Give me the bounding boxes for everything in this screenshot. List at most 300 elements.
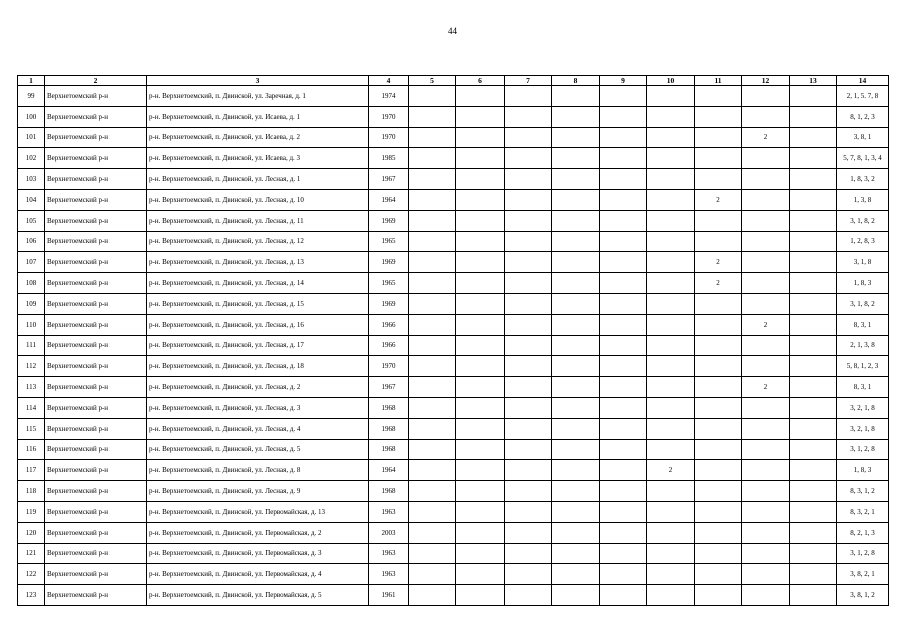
col-6-cell <box>456 189 505 210</box>
table-row <box>18 169 889 190</box>
col-12-cell <box>742 501 790 522</box>
col-5-cell <box>409 543 456 564</box>
col-7-cell <box>505 252 552 273</box>
col-12-cell <box>742 585 790 606</box>
row-number-cell: 109 <box>18 293 45 314</box>
col-11-cell <box>695 585 742 606</box>
col-6-cell <box>456 314 505 335</box>
table-row <box>18 460 889 481</box>
col-13-cell <box>790 356 837 377</box>
code-cell: 1, 8, 3 <box>837 273 889 294</box>
year-cell: 2003 <box>369 522 409 543</box>
address-cell: р-н. Верхнетоемский, п. Двинской, ул. Лесная, д. 2 <box>147 377 369 398</box>
year-cell: 1985 <box>369 148 409 169</box>
column-header-14: 14 <box>837 76 889 86</box>
district-cell: Верхнетоемский р-н <box>45 189 147 210</box>
row-number-cell: 99 <box>18 86 45 107</box>
col-8-cell <box>552 148 600 169</box>
row-number-cell: 116 <box>18 439 45 460</box>
row-number-cell: 103 <box>18 169 45 190</box>
col-12-cell <box>742 543 790 564</box>
col-9-cell <box>600 501 647 522</box>
col-6-cell <box>456 293 505 314</box>
col-12-cell <box>742 481 790 502</box>
col-9-cell <box>600 169 647 190</box>
col-13-cell <box>790 564 837 585</box>
col-5-cell <box>409 356 456 377</box>
col-8-cell <box>552 501 600 522</box>
col-8-cell <box>552 314 600 335</box>
col-6-cell <box>456 397 505 418</box>
col-6-cell <box>456 210 505 231</box>
col-10-cell <box>647 127 695 148</box>
col-8-cell <box>552 585 600 606</box>
col-11-cell <box>695 210 742 231</box>
address-cell: р-н. Верхнетоемский, п. Двинской, ул. Лесная, д. 11 <box>147 210 369 231</box>
col-9-cell <box>600 377 647 398</box>
col-13-cell <box>790 397 837 418</box>
code-cell: 2, 1, 5. 7, 8 <box>837 86 889 107</box>
code-cell: 1, 8, 3 <box>837 460 889 481</box>
col-7-cell <box>505 148 552 169</box>
row-number-cell: 123 <box>18 585 45 606</box>
year-cell: 1970 <box>369 356 409 377</box>
col-13-cell <box>790 481 837 502</box>
col-11-cell <box>695 335 742 356</box>
col-5-cell <box>409 377 456 398</box>
col-9-cell <box>600 314 647 335</box>
col-5-cell <box>409 127 456 148</box>
address-cell: р-н. Верхнетоемский, п. Двинской, ул. Первомайская, д. 4 <box>147 564 369 585</box>
col-7-cell <box>505 543 552 564</box>
address-cell: р-н. Верхнетоемский, п. Двинской, ул. Исаева, д. 1 <box>147 106 369 127</box>
col-5-cell <box>409 335 456 356</box>
district-cell: Верхнетоемский р-н <box>45 564 147 585</box>
address-cell: р-н. Верхнетоемский, п. Двинской, ул. Первомайская, д. 5 <box>147 585 369 606</box>
year-cell: 1969 <box>369 252 409 273</box>
col-13-cell <box>790 377 837 398</box>
table-row <box>18 356 889 377</box>
code-cell: 5, 8, 1, 2, 3 <box>837 356 889 377</box>
code-cell: 8, 3, 1 <box>837 314 889 335</box>
col-10-cell <box>647 86 695 107</box>
row-number-cell: 100 <box>18 106 45 127</box>
col-7-cell <box>505 127 552 148</box>
district-cell: Верхнетоемский р-н <box>45 418 147 439</box>
table-row <box>18 564 889 585</box>
col-6-cell <box>456 439 505 460</box>
table-row <box>18 585 889 606</box>
row-number-cell: 106 <box>18 231 45 252</box>
col-8-cell <box>552 543 600 564</box>
year-cell: 1961 <box>369 585 409 606</box>
row-number-cell: 120 <box>18 522 45 543</box>
col-10-cell: 2 <box>647 460 695 481</box>
col-13-cell <box>790 252 837 273</box>
col-13-cell <box>790 210 837 231</box>
col-6-cell <box>456 585 505 606</box>
col-10-cell <box>647 169 695 190</box>
col-10-cell <box>647 481 695 502</box>
col-6-cell <box>456 501 505 522</box>
col-12-cell: 2 <box>742 314 790 335</box>
col-6-cell <box>456 564 505 585</box>
table-row <box>18 501 889 522</box>
address-cell: р-н. Верхнетоемский, п. Двинской, ул. Первомайская, д. 13 <box>147 501 369 522</box>
col-12-cell <box>742 522 790 543</box>
col-12-cell: 2 <box>742 127 790 148</box>
col-10-cell <box>647 501 695 522</box>
column-header-13: 13 <box>790 76 837 86</box>
district-cell: Верхнетоемский р-н <box>45 522 147 543</box>
col-10-cell <box>647 377 695 398</box>
col-9-cell <box>600 439 647 460</box>
col-11-cell <box>695 439 742 460</box>
col-13-cell <box>790 439 837 460</box>
address-cell: р-н. Верхнетоемский, п. Двинской, ул. Лесная, д. 5 <box>147 439 369 460</box>
col-8-cell <box>552 335 600 356</box>
col-6-cell <box>456 543 505 564</box>
table-row <box>18 418 889 439</box>
address-cell: р-н. Верхнетоемский, п. Двинской, ул. Лесная, д. 8 <box>147 460 369 481</box>
address-cell: р-н. Верхнетоемский, п. Двинской, ул. Первомайская, д. 3 <box>147 543 369 564</box>
col-9-cell <box>600 335 647 356</box>
col-9-cell <box>600 460 647 481</box>
col-9-cell <box>600 543 647 564</box>
col-11-cell <box>695 86 742 107</box>
col-8-cell <box>552 397 600 418</box>
col-8-cell <box>552 293 600 314</box>
row-number-cell: 113 <box>18 377 45 398</box>
address-cell: р-н. Верхнетоемский, п. Двинской, ул. Лесная, д. 18 <box>147 356 369 377</box>
page-number: 44 <box>448 26 457 36</box>
year-cell: 1969 <box>369 293 409 314</box>
col-11-cell <box>695 460 742 481</box>
col-13-cell <box>790 273 837 294</box>
col-11-cell <box>695 148 742 169</box>
code-cell: 8, 3, 1, 2 <box>837 481 889 502</box>
address-cell: р-н. Верхнетоемский, п. Двинской, ул. Заречная, д. 1 <box>147 86 369 107</box>
address-cell: р-н. Верхнетоемский, п. Двинской, ул. Лесная, д. 12 <box>147 231 369 252</box>
col-5-cell <box>409 439 456 460</box>
col-5-cell <box>409 86 456 107</box>
col-7-cell <box>505 231 552 252</box>
year-cell: 1968 <box>369 418 409 439</box>
col-11-cell <box>695 397 742 418</box>
table-row <box>18 210 889 231</box>
col-11-cell <box>695 501 742 522</box>
col-10-cell <box>647 585 695 606</box>
col-8-cell <box>552 356 600 377</box>
district-cell: Верхнетоемский р-н <box>45 293 147 314</box>
col-13-cell <box>790 189 837 210</box>
address-cell: р-н. Верхнетоемский, п. Двинской, ул. Лесная, д. 9 <box>147 481 369 502</box>
col-13-cell <box>790 127 837 148</box>
col-11-cell <box>695 169 742 190</box>
code-cell: 8, 2, 1, 3 <box>837 522 889 543</box>
col-11-cell: 2 <box>695 273 742 294</box>
column-header-9: 9 <box>600 76 647 86</box>
col-11-cell <box>695 106 742 127</box>
district-cell: Верхнетоемский р-н <box>45 273 147 294</box>
table-row <box>18 106 889 127</box>
row-number-cell: 121 <box>18 543 45 564</box>
col-13-cell <box>790 460 837 481</box>
col-13-cell <box>790 585 837 606</box>
column-header-12: 12 <box>742 76 790 86</box>
address-cell: р-н. Верхнетоемский, п. Двинской, ул. Лесная, д. 17 <box>147 335 369 356</box>
col-9-cell <box>600 189 647 210</box>
col-10-cell <box>647 564 695 585</box>
col-10-cell <box>647 210 695 231</box>
col-6-cell <box>456 418 505 439</box>
col-7-cell <box>505 86 552 107</box>
col-12-cell <box>742 397 790 418</box>
table-row <box>18 439 889 460</box>
table-row <box>18 481 889 502</box>
year-cell: 1974 <box>369 86 409 107</box>
column-header-4: 4 <box>369 76 409 86</box>
address-cell: р-н. Верхнетоемский, п. Двинской, ул. Лесная, д. 3 <box>147 397 369 418</box>
code-cell: 1, 2, 8, 3 <box>837 231 889 252</box>
col-7-cell <box>505 189 552 210</box>
col-7-cell <box>505 293 552 314</box>
col-6-cell <box>456 356 505 377</box>
col-5-cell <box>409 293 456 314</box>
code-cell: 3, 1, 8, 2 <box>837 210 889 231</box>
col-13-cell <box>790 543 837 564</box>
year-cell: 1963 <box>369 564 409 585</box>
col-5-cell <box>409 460 456 481</box>
row-number-cell: 114 <box>18 397 45 418</box>
col-8-cell <box>552 522 600 543</box>
col-7-cell <box>505 106 552 127</box>
col-11-cell <box>695 543 742 564</box>
column-header-1: 1 <box>18 76 45 86</box>
col-5-cell <box>409 210 456 231</box>
col-10-cell <box>647 335 695 356</box>
col-8-cell <box>552 418 600 439</box>
row-number-cell: 119 <box>18 501 45 522</box>
data-table <box>17 75 889 606</box>
col-9-cell <box>600 252 647 273</box>
col-12-cell <box>742 356 790 377</box>
header-row <box>18 76 889 86</box>
col-5-cell <box>409 397 456 418</box>
year-cell: 1970 <box>369 127 409 148</box>
col-5-cell <box>409 252 456 273</box>
col-13-cell <box>790 169 837 190</box>
year-cell: 1968 <box>369 397 409 418</box>
column-header-7: 7 <box>505 76 552 86</box>
table-row <box>18 86 889 107</box>
year-cell: 1965 <box>369 273 409 294</box>
row-number-cell: 110 <box>18 314 45 335</box>
column-header-3: 3 <box>147 76 369 86</box>
col-7-cell <box>505 335 552 356</box>
district-cell: Верхнетоемский р-н <box>45 86 147 107</box>
col-13-cell <box>790 501 837 522</box>
district-cell: Верхнетоемский р-н <box>45 231 147 252</box>
table-row <box>18 335 889 356</box>
table-row <box>18 148 889 169</box>
col-12-cell <box>742 210 790 231</box>
row-number-cell: 105 <box>18 210 45 231</box>
district-cell: Верхнетоемский р-н <box>45 481 147 502</box>
col-8-cell <box>552 210 600 231</box>
address-cell: р-н. Верхнетоемский, п. Двинской, ул. Лесная, д. 16 <box>147 314 369 335</box>
col-9-cell <box>600 273 647 294</box>
col-12-cell: 2 <box>742 377 790 398</box>
col-10-cell <box>647 418 695 439</box>
col-9-cell <box>600 397 647 418</box>
code-cell: 3, 1, 2, 8 <box>837 439 889 460</box>
row-number-cell: 107 <box>18 252 45 273</box>
table-row <box>18 543 889 564</box>
col-10-cell <box>647 252 695 273</box>
col-11-cell <box>695 314 742 335</box>
col-8-cell <box>552 189 600 210</box>
col-11-cell <box>695 293 742 314</box>
col-9-cell <box>600 293 647 314</box>
col-8-cell <box>552 564 600 585</box>
col-5-cell <box>409 314 456 335</box>
table-row <box>18 377 889 398</box>
col-7-cell <box>505 356 552 377</box>
col-9-cell <box>600 148 647 169</box>
code-cell: 3, 8, 1, 2 <box>837 585 889 606</box>
col-8-cell <box>552 460 600 481</box>
col-6-cell <box>456 86 505 107</box>
col-10-cell <box>647 314 695 335</box>
col-7-cell <box>505 397 552 418</box>
district-cell: Верхнетоемский р-н <box>45 377 147 398</box>
col-8-cell <box>552 106 600 127</box>
address-cell: р-н. Верхнетоемский, п. Двинской, ул. Лесная, д. 4 <box>147 418 369 439</box>
col-9-cell <box>600 564 647 585</box>
code-cell: 1, 3, 8 <box>837 189 889 210</box>
col-6-cell <box>456 335 505 356</box>
col-8-cell <box>552 252 600 273</box>
col-11-cell <box>695 418 742 439</box>
district-cell: Верхнетоемский р-н <box>45 252 147 273</box>
col-7-cell <box>505 273 552 294</box>
table-row <box>18 231 889 252</box>
col-5-cell <box>409 273 456 294</box>
table-row <box>18 273 889 294</box>
col-9-cell <box>600 418 647 439</box>
col-9-cell <box>600 86 647 107</box>
col-8-cell <box>552 86 600 107</box>
col-12-cell <box>742 439 790 460</box>
col-11-cell: 2 <box>695 252 742 273</box>
row-number-cell: 122 <box>18 564 45 585</box>
code-cell: 5, 7, 8, 1, 3, 4 <box>837 148 889 169</box>
column-header-8: 8 <box>552 76 600 86</box>
district-cell: Верхнетоемский р-н <box>45 501 147 522</box>
row-number-cell: 104 <box>18 189 45 210</box>
col-10-cell <box>647 439 695 460</box>
code-cell: 3, 8, 1 <box>837 127 889 148</box>
col-6-cell <box>456 231 505 252</box>
col-10-cell <box>647 231 695 252</box>
address-cell: р-н. Верхнетоемский, п. Двинской, ул. Лесная, д. 10 <box>147 189 369 210</box>
year-cell: 1963 <box>369 543 409 564</box>
column-header-5: 5 <box>409 76 456 86</box>
district-cell: Верхнетоемский р-н <box>45 585 147 606</box>
table-row <box>18 293 889 314</box>
col-12-cell <box>742 169 790 190</box>
address-cell: р-н. Верхнетоемский, п. Двинской, ул. Лесная, д. 1 <box>147 169 369 190</box>
col-9-cell <box>600 585 647 606</box>
year-cell: 1968 <box>369 439 409 460</box>
year-cell: 1965 <box>369 231 409 252</box>
col-12-cell <box>742 460 790 481</box>
col-6-cell <box>456 273 505 294</box>
year-cell: 1966 <box>369 314 409 335</box>
year-cell: 1969 <box>369 210 409 231</box>
code-cell: 1, 8, 3, 2 <box>837 169 889 190</box>
year-cell: 1967 <box>369 377 409 398</box>
col-11-cell <box>695 377 742 398</box>
col-5-cell <box>409 148 456 169</box>
year-cell: 1968 <box>369 481 409 502</box>
district-cell: Верхнетоемский р-н <box>45 148 147 169</box>
address-cell: р-н. Верхнетоемский, п. Двинской, ул. Первомайская, д. 2 <box>147 522 369 543</box>
district-cell: Верхнетоемский р-н <box>45 460 147 481</box>
code-cell: 3, 2, 1, 8 <box>837 418 889 439</box>
district-cell: Верхнетоемский р-н <box>45 210 147 231</box>
code-cell: 3, 1, 8, 2 <box>837 293 889 314</box>
col-13-cell <box>790 418 837 439</box>
col-9-cell <box>600 522 647 543</box>
col-7-cell <box>505 210 552 231</box>
year-cell: 1967 <box>369 169 409 190</box>
col-7-cell <box>505 522 552 543</box>
col-7-cell <box>505 169 552 190</box>
col-6-cell <box>456 377 505 398</box>
col-7-cell <box>505 377 552 398</box>
code-cell: 3, 2, 1, 8 <box>837 397 889 418</box>
col-6-cell <box>456 522 505 543</box>
col-13-cell <box>790 293 837 314</box>
col-8-cell <box>552 169 600 190</box>
col-8-cell <box>552 231 600 252</box>
address-cell: р-н. Верхнетоемский, п. Двинской, ул. Лесная, д. 13 <box>147 252 369 273</box>
col-7-cell <box>505 585 552 606</box>
col-11-cell <box>695 522 742 543</box>
district-cell: Верхнетоемский р-н <box>45 106 147 127</box>
col-9-cell <box>600 356 647 377</box>
code-cell: 2, 1, 3, 8 <box>837 335 889 356</box>
col-7-cell <box>505 418 552 439</box>
col-5-cell <box>409 481 456 502</box>
address-cell: р-н. Верхнетоемский, п. Двинской, ул. Лесная, д. 14 <box>147 273 369 294</box>
col-12-cell <box>742 189 790 210</box>
col-7-cell <box>505 501 552 522</box>
col-5-cell <box>409 189 456 210</box>
col-11-cell <box>695 231 742 252</box>
col-12-cell <box>742 273 790 294</box>
code-cell: 8, 3, 1 <box>837 377 889 398</box>
row-number-cell: 115 <box>18 418 45 439</box>
district-cell: Верхнетоемский р-н <box>45 543 147 564</box>
col-6-cell <box>456 106 505 127</box>
column-header-2: 2 <box>45 76 147 86</box>
col-12-cell <box>742 231 790 252</box>
col-10-cell <box>647 522 695 543</box>
col-11-cell: 2 <box>695 189 742 210</box>
